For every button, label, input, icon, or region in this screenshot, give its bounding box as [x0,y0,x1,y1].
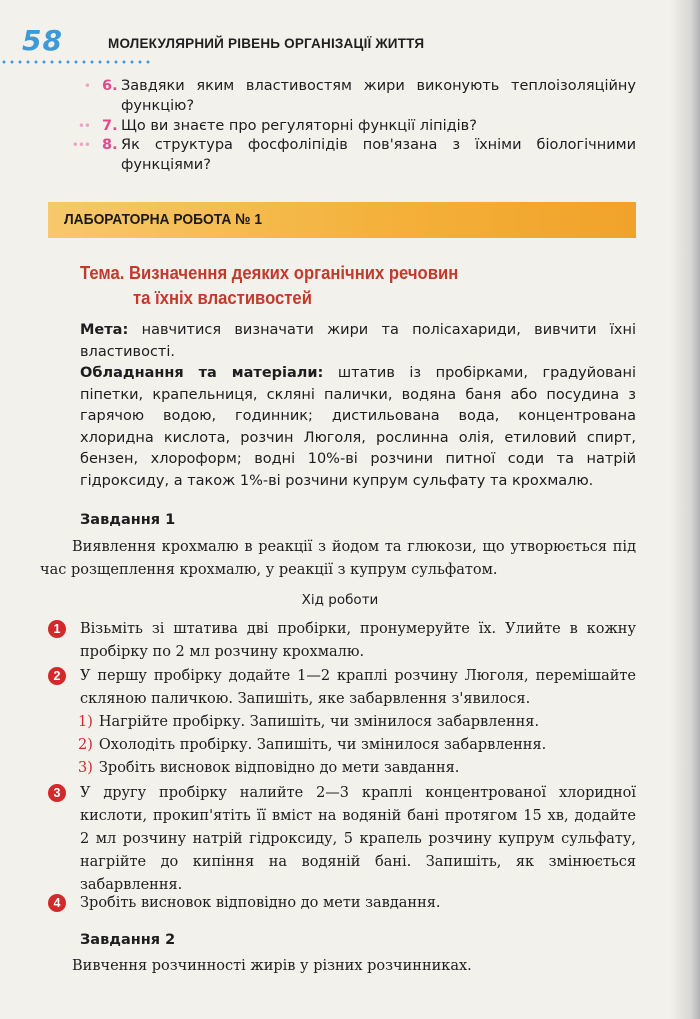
step-text: Візьміть зі штатива дві пробірки, пронумеруйте їх. Улийте в кожну пробірку по 2 мл розчину крохмалю. [80,621,636,660]
task-1-heading: Завдання 1 [80,512,176,528]
procedure-step [48,892,636,915]
materials-text: штатив із пробірками, градуйовані піпетки, крапельниця, скляні палички, водяна баня або посудина з гарячою водою, годинник; дистильована вода, концентрована хлоридна кислота, розчин Люголя, рослинна олія, етиловий спирт, бензен, хлороформ; водні 10%-ві розчини питної соди та натрій гідроксиду, а також 1%-ві розчини купрум сульфату та крохмалю. [80,365,637,489]
question-text: Завдяки яким властивостям жири виконують теплоізоляційну функцію? [121,78,636,114]
question-text: Що ви знаєте про регуляторні функції ліпідів? [121,118,477,134]
task-2-description: Вивчення розчинності жирів у різних розчинниках. [72,958,472,974]
procedure-step [48,618,636,664]
step-text: Зробіть висновок відповідно до мети завдання. [80,895,441,911]
goal-text: навчитися визначати жири та полісахариди, вивчити їхні властивості. [80,322,636,360]
procedure-step [48,782,636,897]
difficulty-dots: ••• [71,138,90,152]
question-number: 6. [102,78,118,94]
substep-number: 1) [78,714,93,730]
step-text: У другу пробірку налийте 2—3 краплі концентрованої хлоридної кислоти, прокип'ятіть її вміст на водяній бані протягом 15 хв, додайте 2 мл розчину натрій гідроксиду, 5 крапель розчину купрум сульфату, нагрійте до кипіння на водяній бані. Запишіть, як змінюється забарвлення. [80,785,636,893]
substep-number: 3) [78,760,93,776]
procedure-heading: Хід роботи [301,592,379,608]
page-edge-shadow [670,0,700,1019]
question-number: 8. [102,137,118,153]
substep-text: Зробіть висновок відповідно до мети завдання. [98,760,460,776]
question-item [76,116,636,136]
lab-topic-line-2: та їхніх властивостей [133,287,312,308]
lab-materials [80,363,636,492]
step-number-badge: 1 [48,620,66,638]
materials-label: Обладнання та матеріали: [80,365,324,381]
step-number-badge: 4 [48,894,66,912]
question-item [71,135,636,175]
substep-text: Охолодіть пробірку. Запишіть, чи змінилося забарвлення. [98,737,547,753]
question-item [76,76,636,116]
step-text: У першу пробірку додайте 1—2 краплі розчину Люголя, перемішайте скляною паличкою. Запишіть, яке забарвлення з'явилося. [80,668,636,707]
goal-label: Мета: [80,322,129,338]
question-number: 7. [102,118,118,134]
lab-topic-line-1: Тема. Визначення деяких органічних речовин [80,262,459,283]
lab-title: ЛАБОРАТОРНА РОБОТА № 1 [64,211,263,228]
substep [78,757,636,780]
procedure-step [48,665,636,711]
task-2-heading: Завдання 2 [80,932,176,948]
page-number: 58 [22,24,63,57]
substep-number: 2) [78,737,93,753]
substep [78,734,636,757]
step-number-badge: 2 [48,667,66,685]
difficulty-dots: •• [77,119,90,133]
substep-text: Нагрійте пробірку. Запишіть, чи змінилося забарвлення. [98,714,540,730]
question-text: Як структура фосфоліпідів пов'язана з їхніми біологічними функціями? [121,137,636,173]
lab-goal [80,320,636,363]
step-number-badge: 3 [48,784,66,802]
dotted-rule [0,60,150,64]
substep [78,711,636,734]
task-1-description: Виявлення крохмалю в реакції з йодом та глюкози, що утворюється під час розщеплення крохмалю, у реакції з купрум сульфатом. [40,539,636,578]
difficulty-dots: • [83,79,90,93]
running-title: МОЛЕКУЛЯРНИЙ РІВЕНЬ ОРГАНІЗАЦІЇ ЖИТТЯ [108,36,425,51]
